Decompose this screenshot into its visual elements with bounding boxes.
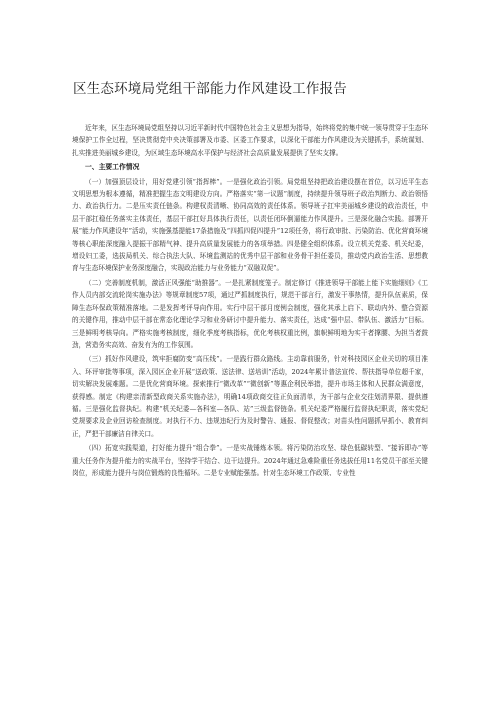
paragraph-1: （一）加强顶层设计，用好党建引领“指挥棒”。一是强化政治引领。局党组坚持把政治建设摆在首位，以习近平生态文明思想为根本遵循，精准把握生态文明建设方向。严格落实“第一议题”制度，持续提升领导班子政治判断力、政治领悟力、政治执行力。二是压实责任链条。构建权责清晰、协同高效的责任体系。领导班子扛牢美丽城乡建设的政治责任，中层干部扛稳任务落实主体责任，基层干部扛好具体执行责任，以责任闭环倒逼能力作风提升。三是深化融合实践。部署开展“能力作风建设年”活动，实施强基提能17条措施及“四抓四促四提升”12项任务，将行政审批、污染防治、优化营商环境等核心职能深度融入提振干部精气神、提升高质量发展能力的各项举措。四是健全组织体系。设立机关党委、机关纪委，增设妇工委，选拔局机关、综合执法大队、环境监测站的优秀中层干部和业务骨干担任委员，推动党内政治生活、思想教育与生态环境保护业务深度融合，实现政治能力与业务能力“双融双促”。 <box>72 177 428 273</box>
document-title: 区生态环境局党组干部能力作风建设工作报告 <box>73 81 347 97</box>
paragraph-4: （四）拓宽实践渠道，打好能力提升“组合拳”。一是实战锤炼本领。将污染防治攻坚、绿色低碳转型、“接诉即办”等重大任务作为提升能力的实战平台，坚持学干结合、边干边提升。2024年通过急难险重任务选拔任用11名党员干部至关键岗位，形成能力提升与岗位锻炼的良性循环。二是专业赋能强基。针对生态环境工作政策、专业性 <box>72 444 428 477</box>
section-heading: 一、主要工作情况 <box>85 163 140 172</box>
paragraph-3: （三）抓好作风建设，筑牢拒腐防变“高压线”。一是践行群众路线。主动靠前服务，针对科技园区企业关切的项目准入、环评审批等事项，深入园区企业开展“送政策、送法律、送培训”活动，2024年累计普法宣传、帮扶指导单位超千家，切实解决发展难题。二是优化营商环境。探索推行“微改革”“微创新”等惠企利民举措，提升市场主体和人民群众满意度，获得感。制定《构建亲清新型政商关系实施办法》，明确14项政商交往正负面清单，为干部与企业交往划清界限、提供遵循。三是强化监督执纪。构建“机关纪委—各科室—各队、站”三级监督链条。机关纪委严格履行监督执纪职责，落实党纪党规要求及企业回访检查制度。对执行不力、违规违纪行为及时警告、通报、督促整改；对苗头性问题抓早抓小、教育纠正，严把干部廉洁自律关口。 <box>72 355 428 438</box>
paragraph-2: （二）完善制度机制，激活正风强能“助推器”。一是扎紧制度笼子。制定修订《推进领导干部能上能下实施细则》《工作人员内部交流轮岗实施办法》等规章制度57项，通过严抓制度执行，规范干部言行，激发干事热情，提升队伍素质，保障生态环保政策精准落地。二是发挥考评导向作用。实行中层干部月度例会制度，强化其承上启下、联动内外、整合资源的关键作用，推动中层干部在常态化理论学习和业务研讨中提升能力、落实责任，达成“强中层、带队伍、激活力”目标。三是鲜明考核导向。严格实施考核制度，细化季度考核指标，优化考核权重比例，旗帜鲜明地为实干者撑腰、为担当者鼓劲，营造务实高效、奋发有为的工作氛围。 <box>72 278 428 349</box>
document-body <box>72 122 428 481</box>
intro-paragraph: 近年来，区生态环境局党组坚持以习近平新时代中国特色社会主义思想为指导，始终将党的集中统一领导贯穿于生态环境保护工作全过程，坚决贯彻党中央决策部署及市委、区委工作要求，以深化干部能力作风建设为关键抓手，系统谋划、扎实推进美丽城乡建设，为区域生态环境高水平保护与经济社会高质量发展提供了坚实支撑。 <box>72 124 428 157</box>
